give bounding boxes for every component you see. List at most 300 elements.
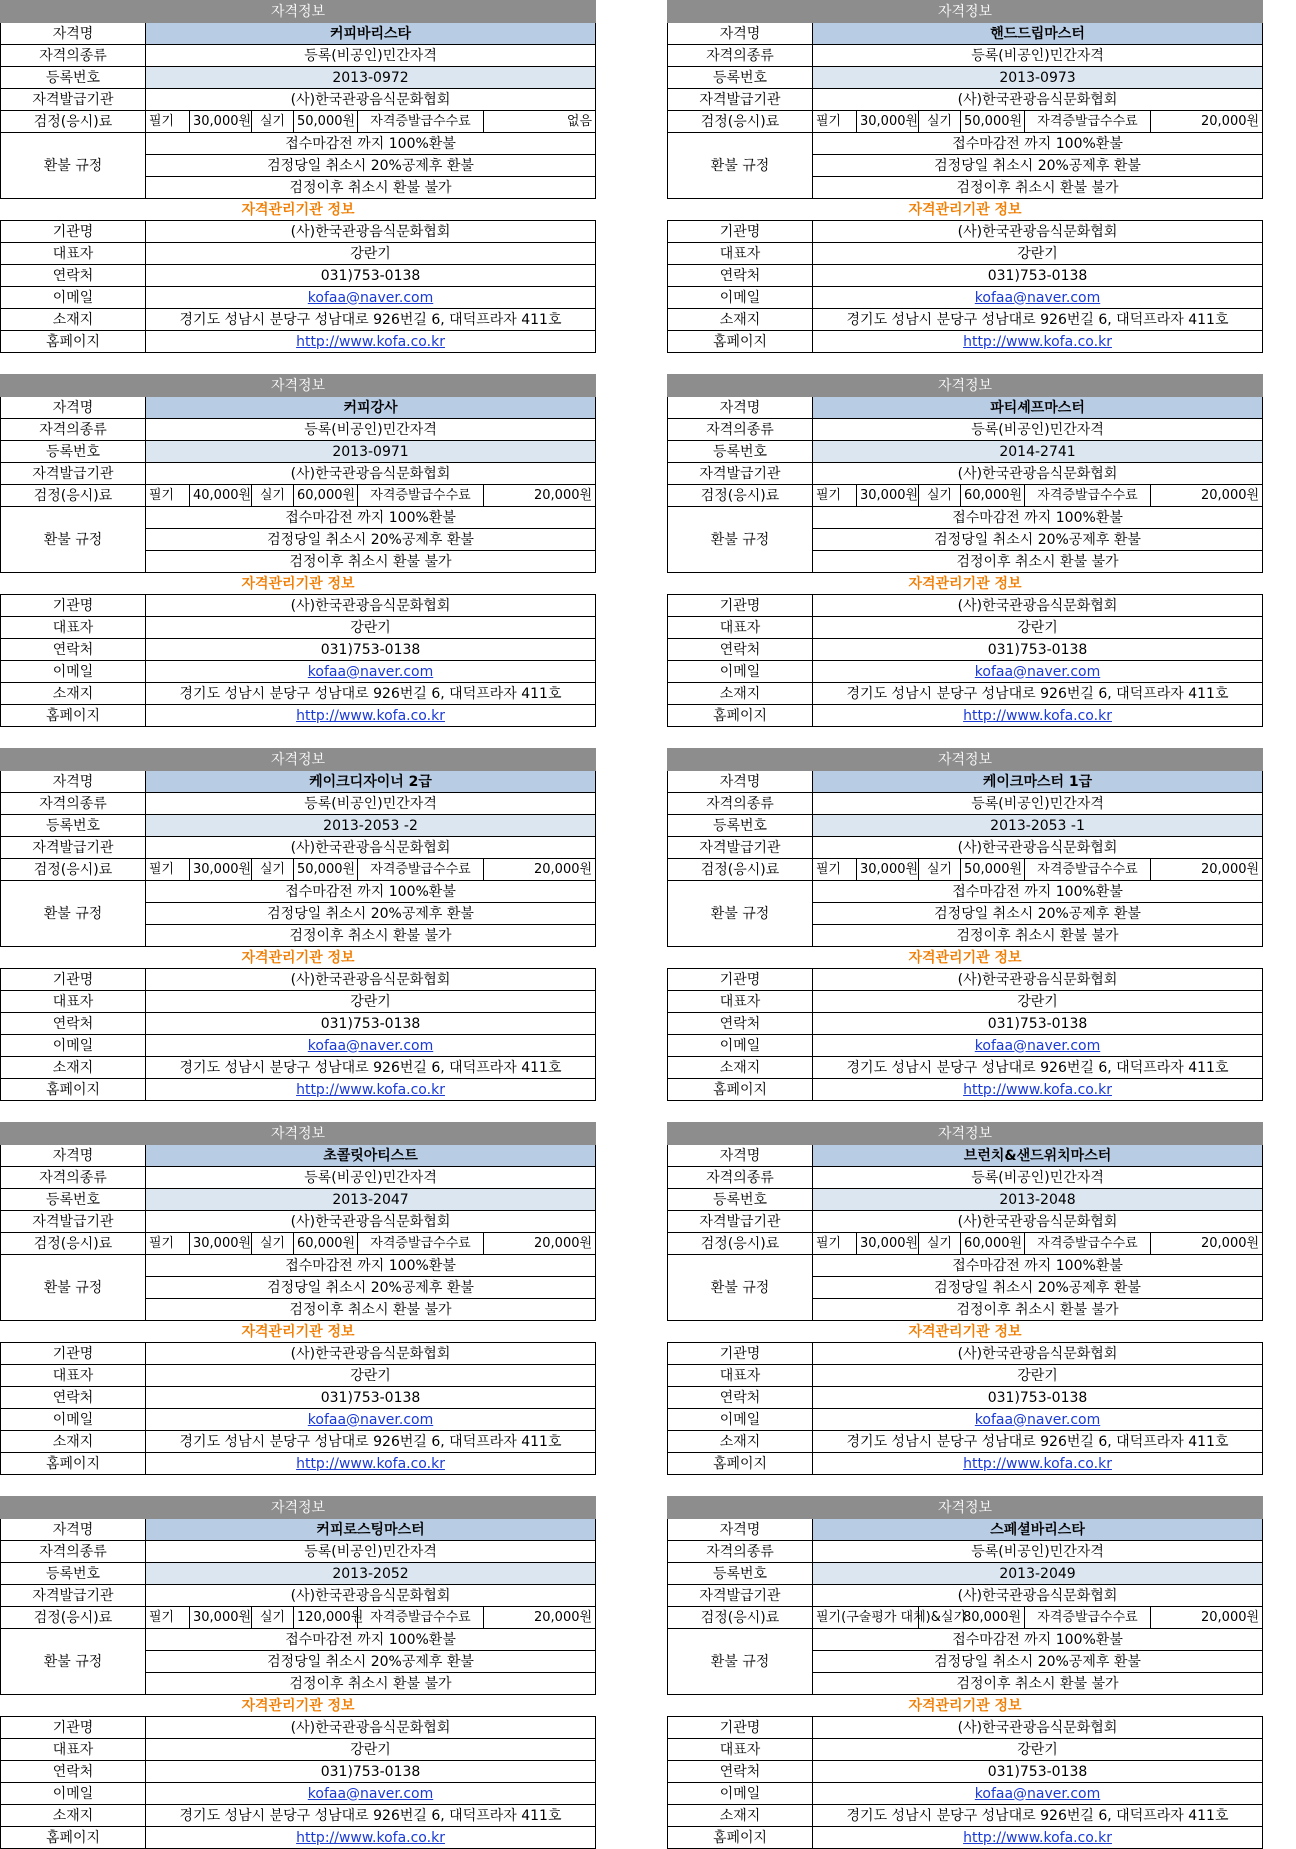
refund-label: 환불 규정 [1,1255,146,1321]
practical-label: 실기 [919,859,961,881]
practical-fee: 60,000원 [961,485,1025,507]
address-label: 소재지 [668,1057,813,1079]
qualification-card [0,0,595,353]
issuer-value: (사)한국관광음식문화협회 [146,89,596,111]
type-value: 등록(비공인)민간자격 [813,45,1263,67]
org-label: 기관명 [1,969,146,991]
email-link[interactable]: kofaa@naver.com [974,1785,1101,1802]
issuer-label: 자격발급기관 [668,89,813,111]
type-value: 등록(비공인)민간자격 [146,1541,596,1563]
type-label: 자격의종류 [1,1541,146,1563]
homepage-label: 홈페이지 [1,705,146,727]
cert-fee-value: 20,000원 [484,485,596,507]
cert-fee-value: 없음 [484,111,596,133]
cert-fee-label: 자격증발급수수료 [358,485,484,507]
practical-fee: 60,000원 [961,1233,1025,1255]
reg-no-label: 등록번호 [668,67,813,89]
refund-label: 환불 규정 [668,1255,813,1321]
issuer-label: 자격발급기관 [1,837,146,859]
phone-label: 연락처 [668,1387,813,1409]
written-label: 필기 [146,485,190,507]
reg-no-value: 2013-2048 [813,1189,1263,1211]
fee-combined-label: 필기(구술평가 대체)&실기 [813,1607,919,1629]
qualification-name: 커피바리스타 [146,23,596,45]
qualification-table [0,0,596,353]
cert-fee-label: 자격증발급수수료 [1025,111,1151,133]
refund-label: 환불 규정 [1,133,146,199]
fee-label: 검정(응시)료 [668,859,813,881]
section-title: 자격정보 [1,1123,596,1145]
email-label: 이메일 [668,1409,813,1431]
org-value: (사)한국관광음식문화협회 [813,969,1263,991]
refund-line: 접수마감전 까지 100%환불 [146,1255,596,1277]
rep-value: 강란기 [146,617,596,639]
reg-no-label: 등록번호 [1,441,146,463]
org-value: (사)한국관광음식문화협회 [813,595,1263,617]
email-label: 이메일 [668,661,813,683]
fee-label: 검정(응시)료 [1,1233,146,1255]
refund-line: 검정당일 취소시 20%공제후 환불 [813,903,1263,925]
written-fee: 30,000원 [857,485,919,507]
type-label: 자격의종류 [668,1541,813,1563]
homepage-link[interactable]: http://www.kofa.co.kr [296,1829,445,1846]
org-label: 기관명 [1,1343,146,1365]
phone-label: 연락처 [1,1761,146,1783]
address-value: 경기도 성남시 분당구 성남대로 926번길 6, 대덕프라자 411호 [813,309,1263,331]
reg-no-value: 2014-2741 [813,441,1263,463]
reg-no-label: 등록번호 [668,1189,813,1211]
refund-line: 접수마감전 까지 100%환불 [146,1629,596,1651]
refund-line: 접수마감전 까지 100%환불 [813,1255,1263,1277]
reg-no-label: 등록번호 [668,1563,813,1585]
written-fee: 30,000원 [190,1233,252,1255]
issuer-value: (사)한국관광음식문화협회 [813,89,1263,111]
section-title: 자격정보 [668,1497,1263,1519]
address-value: 경기도 성남시 분당구 성남대로 926번길 6, 대덕프라자 411호 [813,1805,1263,1827]
refund-label: 환불 규정 [668,881,813,947]
reg-no-label: 등록번호 [668,441,813,463]
address-label: 소재지 [668,683,813,705]
rep-label: 대표자 [668,617,813,639]
written-fee: 30,000원 [190,859,252,881]
address-value: 경기도 성남시 분당구 성남대로 926번길 6, 대덕프라자 411호 [813,1057,1263,1079]
mgmt-section-title: 자격관리기관 정보 [1,199,596,221]
qualification-name: 핸드드립마스터 [813,23,1263,45]
type-value: 등록(비공인)민간자격 [146,45,596,67]
practical-label: 실기 [919,1233,961,1255]
mgmt-section-title: 자격관리기관 정보 [668,947,1263,969]
reg-no-value: 2013-0971 [146,441,596,463]
mgmt-section-title: 자격관리기관 정보 [1,573,596,595]
written-fee: 30,000원 [857,1233,919,1255]
reg-no-value: 2013-2053 -2 [146,815,596,837]
reg-no-label: 등록번호 [1,815,146,837]
section-title: 자격정보 [1,375,596,397]
homepage-label: 홈페이지 [1,1079,146,1101]
name-label: 자격명 [1,1519,146,1541]
mgmt-section-title: 자격관리기관 정보 [1,1321,596,1343]
homepage-link[interactable]: http://www.kofa.co.kr [963,333,1112,350]
type-label: 자격의종류 [1,793,146,815]
email-link[interactable]: kofaa@naver.com [974,1037,1101,1054]
address-label: 소재지 [668,309,813,331]
qualification-card [0,1122,595,1475]
org-value: (사)한국관광음식문화협회 [146,1343,596,1365]
section-title: 자격정보 [668,749,1263,771]
phone-value: 031)753-0138 [146,265,596,287]
rep-value: 강란기 [146,991,596,1013]
practical-label: 실기 [252,1233,294,1255]
email-label: 이메일 [1,1035,146,1057]
refund-line: 접수마감전 까지 100%환불 [813,1629,1263,1651]
email-label: 이메일 [1,661,146,683]
section-title: 자격정보 [668,1123,1263,1145]
written-label: 필기 [813,111,857,133]
qualification-table [667,0,1263,353]
email-label: 이메일 [1,287,146,309]
reg-no-label: 등록번호 [668,815,813,837]
homepage-label: 홈페이지 [1,1827,146,1849]
type-label: 자격의종류 [1,45,146,67]
rep-label: 대표자 [668,991,813,1013]
section-title: 자격정보 [1,749,596,771]
name-label: 자격명 [668,771,813,793]
issuer-label: 자격발급기관 [1,463,146,485]
org-label: 기관명 [1,595,146,617]
name-label: 자격명 [668,1519,813,1541]
refund-line: 검정당일 취소시 20%공제후 환불 [813,155,1263,177]
qualification-card [667,0,1262,353]
fee-label: 검정(응시)료 [668,1607,813,1629]
reg-no-label: 등록번호 [1,1189,146,1211]
mgmt-section-title: 자격관리기관 정보 [1,947,596,969]
written-fee: 30,000원 [857,859,919,881]
refund-line: 접수마감전 까지 100%환불 [146,133,596,155]
type-label: 자격의종류 [668,419,813,441]
address-value: 경기도 성남시 분당구 성남대로 926번길 6, 대덕프라자 411호 [813,683,1263,705]
cert-fee-label: 자격증발급수수료 [1025,1607,1151,1629]
phone-value: 031)753-0138 [146,1013,596,1035]
rep-label: 대표자 [1,1365,146,1387]
rep-label: 대표자 [1,1739,146,1761]
address-label: 소재지 [1,309,146,331]
address-label: 소재지 [1,1805,146,1827]
cert-fee-value: 20,000원 [484,1233,596,1255]
email-link[interactable]: kofaa@naver.com [307,289,434,306]
written-label: 필기 [146,111,190,133]
phone-value: 031)753-0138 [813,1761,1263,1783]
issuer-value: (사)한국관광음식문화협회 [813,837,1263,859]
email-label: 이메일 [668,1783,813,1805]
homepage-label: 홈페이지 [1,331,146,353]
phone-value: 031)753-0138 [813,1013,1263,1035]
fee-label: 검정(응시)료 [1,1607,146,1629]
fee-label: 검정(응시)료 [1,111,146,133]
address-label: 소재지 [1,1057,146,1079]
org-label: 기관명 [668,1343,813,1365]
practical-fee: 120,000원 [294,1607,358,1629]
refund-line: 검정이후 취소시 환불 불가 [146,1299,596,1321]
homepage-link[interactable]: http://www.kofa.co.kr [296,1081,445,1098]
name-label: 자격명 [1,23,146,45]
issuer-value: (사)한국관광음식문화협회 [146,463,596,485]
name-label: 자격명 [1,771,146,793]
practical-fee: 50,000원 [294,111,358,133]
org-label: 기관명 [1,1717,146,1739]
issuer-label: 자격발급기관 [1,89,146,111]
org-label: 기관명 [668,1717,813,1739]
issuer-label: 자격발급기관 [1,1585,146,1607]
email-label: 이메일 [668,287,813,309]
phone-label: 연락처 [1,639,146,661]
refund-label: 환불 규정 [668,133,813,199]
section-title: 자격정보 [1,1,596,23]
section-title: 자격정보 [668,1,1263,23]
reg-no-label: 등록번호 [1,1563,146,1585]
type-label: 자격의종류 [668,45,813,67]
homepage-link[interactable]: http://www.kofa.co.kr [963,1829,1112,1846]
rep-value: 강란기 [813,991,1263,1013]
practical-label: 실기 [252,111,294,133]
fee-label: 검정(응시)료 [668,111,813,133]
issuer-value: (사)한국관광음식문화협회 [813,463,1263,485]
type-label: 자격의종류 [668,793,813,815]
written-label: 필기 [813,859,857,881]
address-value: 경기도 성남시 분당구 성남대로 926번길 6, 대덕프라자 411호 [146,1057,596,1079]
cert-fee-label: 자격증발급수수료 [358,859,484,881]
homepage-link[interactable]: http://www.kofa.co.kr [296,1455,445,1472]
cert-fee-label: 자격증발급수수료 [1025,1233,1151,1255]
section-title: 자격정보 [1,1497,596,1519]
rep-value: 강란기 [146,243,596,265]
homepage-link[interactable]: http://www.kofa.co.kr [963,1081,1112,1098]
refund-line: 검정당일 취소시 20%공제후 환불 [146,155,596,177]
refund-line: 접수마감전 까지 100%환불 [146,507,596,529]
type-value: 등록(비공인)민간자격 [813,419,1263,441]
qualification-card [667,1496,1262,1849]
issuer-label: 자격발급기관 [668,463,813,485]
type-value: 등록(비공인)민간자격 [813,793,1263,815]
qualification-table [0,374,596,727]
written-label: 필기 [813,1233,857,1255]
phone-label: 연락처 [668,1761,813,1783]
fee-label: 검정(응시)료 [1,859,146,881]
qualification-table [0,1122,596,1475]
practical-fee: 60,000원 [294,485,358,507]
type-label: 자격의종류 [1,419,146,441]
mgmt-section-title: 자격관리기관 정보 [668,573,1263,595]
phone-label: 연락처 [1,1013,146,1035]
phone-value: 031)753-0138 [146,1761,596,1783]
issuer-label: 자격발급기관 [668,837,813,859]
phone-label: 연락처 [1,1387,146,1409]
email-label: 이메일 [668,1035,813,1057]
homepage-label: 홈페이지 [668,1079,813,1101]
org-value: (사)한국관광음식문화협회 [813,221,1263,243]
cert-fee-label: 자격증발급수수료 [358,1607,484,1629]
org-value: (사)한국관광음식문화협회 [813,1717,1263,1739]
qualification-table [0,1496,596,1849]
practical-label: 실기 [252,859,294,881]
type-value: 등록(비공인)민간자격 [146,419,596,441]
phone-value: 031)753-0138 [146,1387,596,1409]
homepage-label: 홈페이지 [668,1453,813,1475]
refund-line: 검정당일 취소시 20%공제후 환불 [146,1651,596,1673]
qualification-card [0,1496,595,1849]
type-label: 자격의종류 [1,1167,146,1189]
refund-line: 검정당일 취소시 20%공제후 환불 [813,1651,1263,1673]
written-fee: 30,000원 [190,111,252,133]
practical-label: 실기 [919,111,961,133]
homepage-label: 홈페이지 [668,331,813,353]
qualification-table [667,374,1263,727]
cert-fee-value: 20,000원 [1151,485,1263,507]
email-label: 이메일 [1,1783,146,1805]
refund-line: 검정이후 취소시 환불 불가 [146,177,596,199]
type-value: 등록(비공인)민간자격 [146,1167,596,1189]
phone-value: 031)753-0138 [146,639,596,661]
refund-line: 검정이후 취소시 환불 불가 [813,177,1263,199]
written-fee: 30,000원 [190,1607,252,1629]
fee-label: 검정(응시)료 [668,1233,813,1255]
email-link[interactable]: kofaa@naver.com [307,1785,434,1802]
email-link[interactable]: kofaa@naver.com [974,663,1101,680]
cert-fee-value: 20,000원 [1151,111,1263,133]
written-fee: 30,000원 [857,111,919,133]
phone-label: 연락처 [1,265,146,287]
homepage-link[interactable]: http://www.kofa.co.kr [963,707,1112,724]
type-value: 등록(비공인)민간자격 [146,793,596,815]
reg-no-value: 2013-2047 [146,1189,596,1211]
org-value: (사)한국관광음식문화협회 [146,595,596,617]
qualification-name: 케이크마스터 1급 [813,771,1263,793]
phone-label: 연락처 [668,265,813,287]
homepage-link[interactable]: http://www.kofa.co.kr [963,1455,1112,1472]
homepage-link[interactable]: http://www.kofa.co.kr [296,333,445,350]
name-label: 자격명 [668,1145,813,1167]
refund-line: 검정이후 취소시 환불 불가 [813,925,1263,947]
email-link[interactable]: kofaa@naver.com [307,1037,434,1054]
homepage-label: 홈페이지 [668,705,813,727]
qualification-table [0,748,596,1101]
reg-no-value: 2013-0972 [146,67,596,89]
refund-line: 접수마감전 까지 100%환불 [813,133,1263,155]
address-label: 소재지 [668,1431,813,1453]
issuer-value: (사)한국관광음식문화협회 [146,1585,596,1607]
homepage-link[interactable]: http://www.kofa.co.kr [296,707,445,724]
qualification-card [0,748,595,1101]
practical-fee: 60,000원 [294,1233,358,1255]
name-label: 자격명 [1,397,146,419]
address-label: 소재지 [1,683,146,705]
homepage-label: 홈페이지 [668,1827,813,1849]
refund-line: 검정이후 취소시 환불 불가 [146,1673,596,1695]
address-value: 경기도 성남시 분당구 성남대로 926번길 6, 대덕프라자 411호 [813,1431,1263,1453]
qualification-name: 커피로스팅마스터 [146,1519,596,1541]
org-value: (사)한국관광음식문화협회 [813,1343,1263,1365]
reg-no-value: 2013-2053 -1 [813,815,1263,837]
org-value: (사)한국관광음식문화협회 [146,969,596,991]
rep-label: 대표자 [1,243,146,265]
refund-line: 검정당일 취소시 20%공제후 환불 [813,529,1263,551]
practical-fee: 50,000원 [961,111,1025,133]
refund-line: 검정당일 취소시 20%공제후 환불 [813,1277,1263,1299]
issuer-label: 자격발급기관 [668,1585,813,1607]
rep-label: 대표자 [668,243,813,265]
rep-label: 대표자 [668,1365,813,1387]
qualification-card [667,748,1262,1101]
refund-label: 환불 규정 [1,881,146,947]
rep-value: 강란기 [813,243,1263,265]
address-value: 경기도 성남시 분당구 성남대로 926번길 6, 대덕프라자 411호 [146,309,596,331]
email-link[interactable]: kofaa@naver.com [307,663,434,680]
refund-label: 환불 규정 [1,1629,146,1695]
refund-label: 환불 규정 [668,1629,813,1695]
type-value: 등록(비공인)민간자격 [813,1167,1263,1189]
cert-fee-value: 20,000원 [484,859,596,881]
type-label: 자격의종류 [668,1167,813,1189]
refund-line: 검정당일 취소시 20%공제후 환불 [146,903,596,925]
refund-line: 검정이후 취소시 환불 불가 [813,1673,1263,1695]
qualification-name: 초콜릿아티스트 [146,1145,596,1167]
fee-label: 검정(응시)료 [668,485,813,507]
issuer-value: (사)한국관광음식문화협회 [146,1211,596,1233]
qualification-name: 커피강사 [146,397,596,419]
refund-line: 접수마감전 까지 100%환불 [813,881,1263,903]
name-label: 자격명 [1,1145,146,1167]
email-link[interactable]: kofaa@naver.com [974,1411,1101,1428]
reg-no-label: 등록번호 [1,67,146,89]
phone-label: 연락처 [668,639,813,661]
qualification-name: 스페셜바리스타 [813,1519,1263,1541]
org-label: 기관명 [668,221,813,243]
practical-fee: 50,000원 [294,859,358,881]
issuer-label: 자격발급기관 [668,1211,813,1233]
practical-fee: 50,000원 [961,859,1025,881]
address-label: 소재지 [1,1431,146,1453]
email-link[interactable]: kofaa@naver.com [974,289,1101,306]
mgmt-section-title: 자격관리기관 정보 [1,1695,596,1717]
qualification-table [667,1496,1263,1849]
phone-label: 연락처 [668,1013,813,1035]
phone-value: 031)753-0138 [813,1387,1263,1409]
reg-no-value: 2013-2052 [146,1563,596,1585]
qualification-name: 케이크디자이너 2급 [146,771,596,793]
qualification-name: 브런치&샌드위치마스터 [813,1145,1263,1167]
org-value: (사)한국관광음식문화협회 [146,221,596,243]
refund-line: 접수마감전 까지 100%환불 [813,507,1263,529]
practical-label: 실기 [919,485,961,507]
fee-label: 검정(응시)료 [1,485,146,507]
fee-combined-value: 80,000원 [919,1607,1025,1629]
org-value: (사)한국관광음식문화협회 [146,1717,596,1739]
cert-fee-value: 20,000원 [1151,1233,1263,1255]
type-value: 등록(비공인)민간자격 [813,1541,1263,1563]
qualification-card [0,374,595,727]
refund-line: 검정이후 취소시 환불 불가 [146,551,596,573]
homepage-label: 홈페이지 [1,1453,146,1475]
org-label: 기관명 [1,221,146,243]
email-label: 이메일 [1,1409,146,1431]
written-label: 필기 [146,859,190,881]
org-label: 기관명 [668,969,813,991]
email-link[interactable]: kofaa@naver.com [307,1411,434,1428]
cert-fee-value: 20,000원 [484,1607,596,1629]
cert-fee-value: 20,000원 [1151,1607,1263,1629]
issuer-value: (사)한국관광음식문화협회 [813,1585,1263,1607]
practical-label: 실기 [252,485,294,507]
refund-line: 검정이후 취소시 환불 불가 [813,1299,1263,1321]
